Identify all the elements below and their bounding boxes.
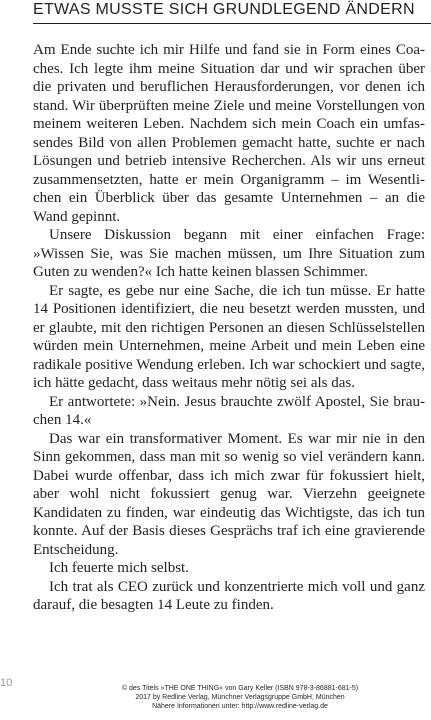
- paragraph: Unsere Diskussion begann mit einer einfachen Frage: »Wissen Sie, was Sie machen müssen, um Ihre Situation zum Guten zu wenden?« Ich hatte keinen blassen Schimmer.: [33, 227, 425, 280]
- body-text: [33, 41, 425, 615]
- paragraph: Das war ein transformativer Moment. Es war mir nie in den Sinn gekommen, dass man mit so wenig so viel verändern kann. Dabei wurde offenbar, dass ich mich zwar für fokussiert hielt, aber wohl nicht fokussiert genug war. Vierzehn geeignete Kandidaten zu finden, war eindeutig das Wichtigste, das ich tun konnte. Auf der Basis dieses Gesprächs traf ich eine gravierende Entscheidung.: [33, 430, 425, 558]
- copyright-notice: [60, 684, 420, 711]
- copyright-line: © des Titels »THE ONE THING« von Gary Keller (ISBN 978-3-86881-681-5): [121, 685, 359, 692]
- paragraph: Ich trat als CEO zurück und konzentrierte mich voll und ganz darauf, die besagten 14 Leute zu finden.: [33, 578, 425, 613]
- page-number: 10: [0, 677, 13, 689]
- copyright-line: Nähere Informationen unter: http://www.redline-verlag.de: [152, 703, 328, 710]
- chapter-heading: ETWAS MUSSTE SICH GRUNDLEGEND ÄNDERN: [33, 1, 415, 18]
- paragraph: Er sagte, es gebe nur eine Sache, die ich tun müsse. Er hatte 14 Positionen identifiziert, die neu besetzt werden mussten, und er glaubte, mit den richtigen Personen an diesen Schlüsselstellen würden mein Unternehmen, meine Arbeit und mein Leben eine radikale positive Wendung erleben. Ich war schockiert und sagte, ich hätte gedacht, dass weitaus mehr nötig sei als das.: [33, 282, 425, 391]
- copyright-line: 2017 by Redline Verlag, Münchner Verlagsgruppe GmbH, München: [135, 694, 345, 701]
- paragraph: Er antwortete: »Nein. Jesus brauchte zwölf Apostel, Sie brauchen 14.«: [33, 393, 425, 428]
- heading-rule: [33, 23, 431, 24]
- paragraph: Ich feuerte mich selbst.: [49, 560, 189, 576]
- paragraph: Am Ende suchte ich mir Hilfe und fand sie in Form eines Coaches. Ich legte ihm meine Situation dar und wir sprachen über die privaten und beruflichen Herausforderungen, vor denen ich stand. Wir überprüften meine Ziele und meine Vorstellungen von meinem weiteren Leben. Nachdem sich mein Coach ein umfassendes Bild von allen Problemen gemacht hatte, suchte er nach Lösungen und betrieb intensive Recherchen. Als wir uns erneut zusammensetzten, hatte er mein Organigramm – im Wesentlichen ein Überblick über das gesamte Unternehmen – an die Wand gepinnt.: [33, 42, 425, 225]
